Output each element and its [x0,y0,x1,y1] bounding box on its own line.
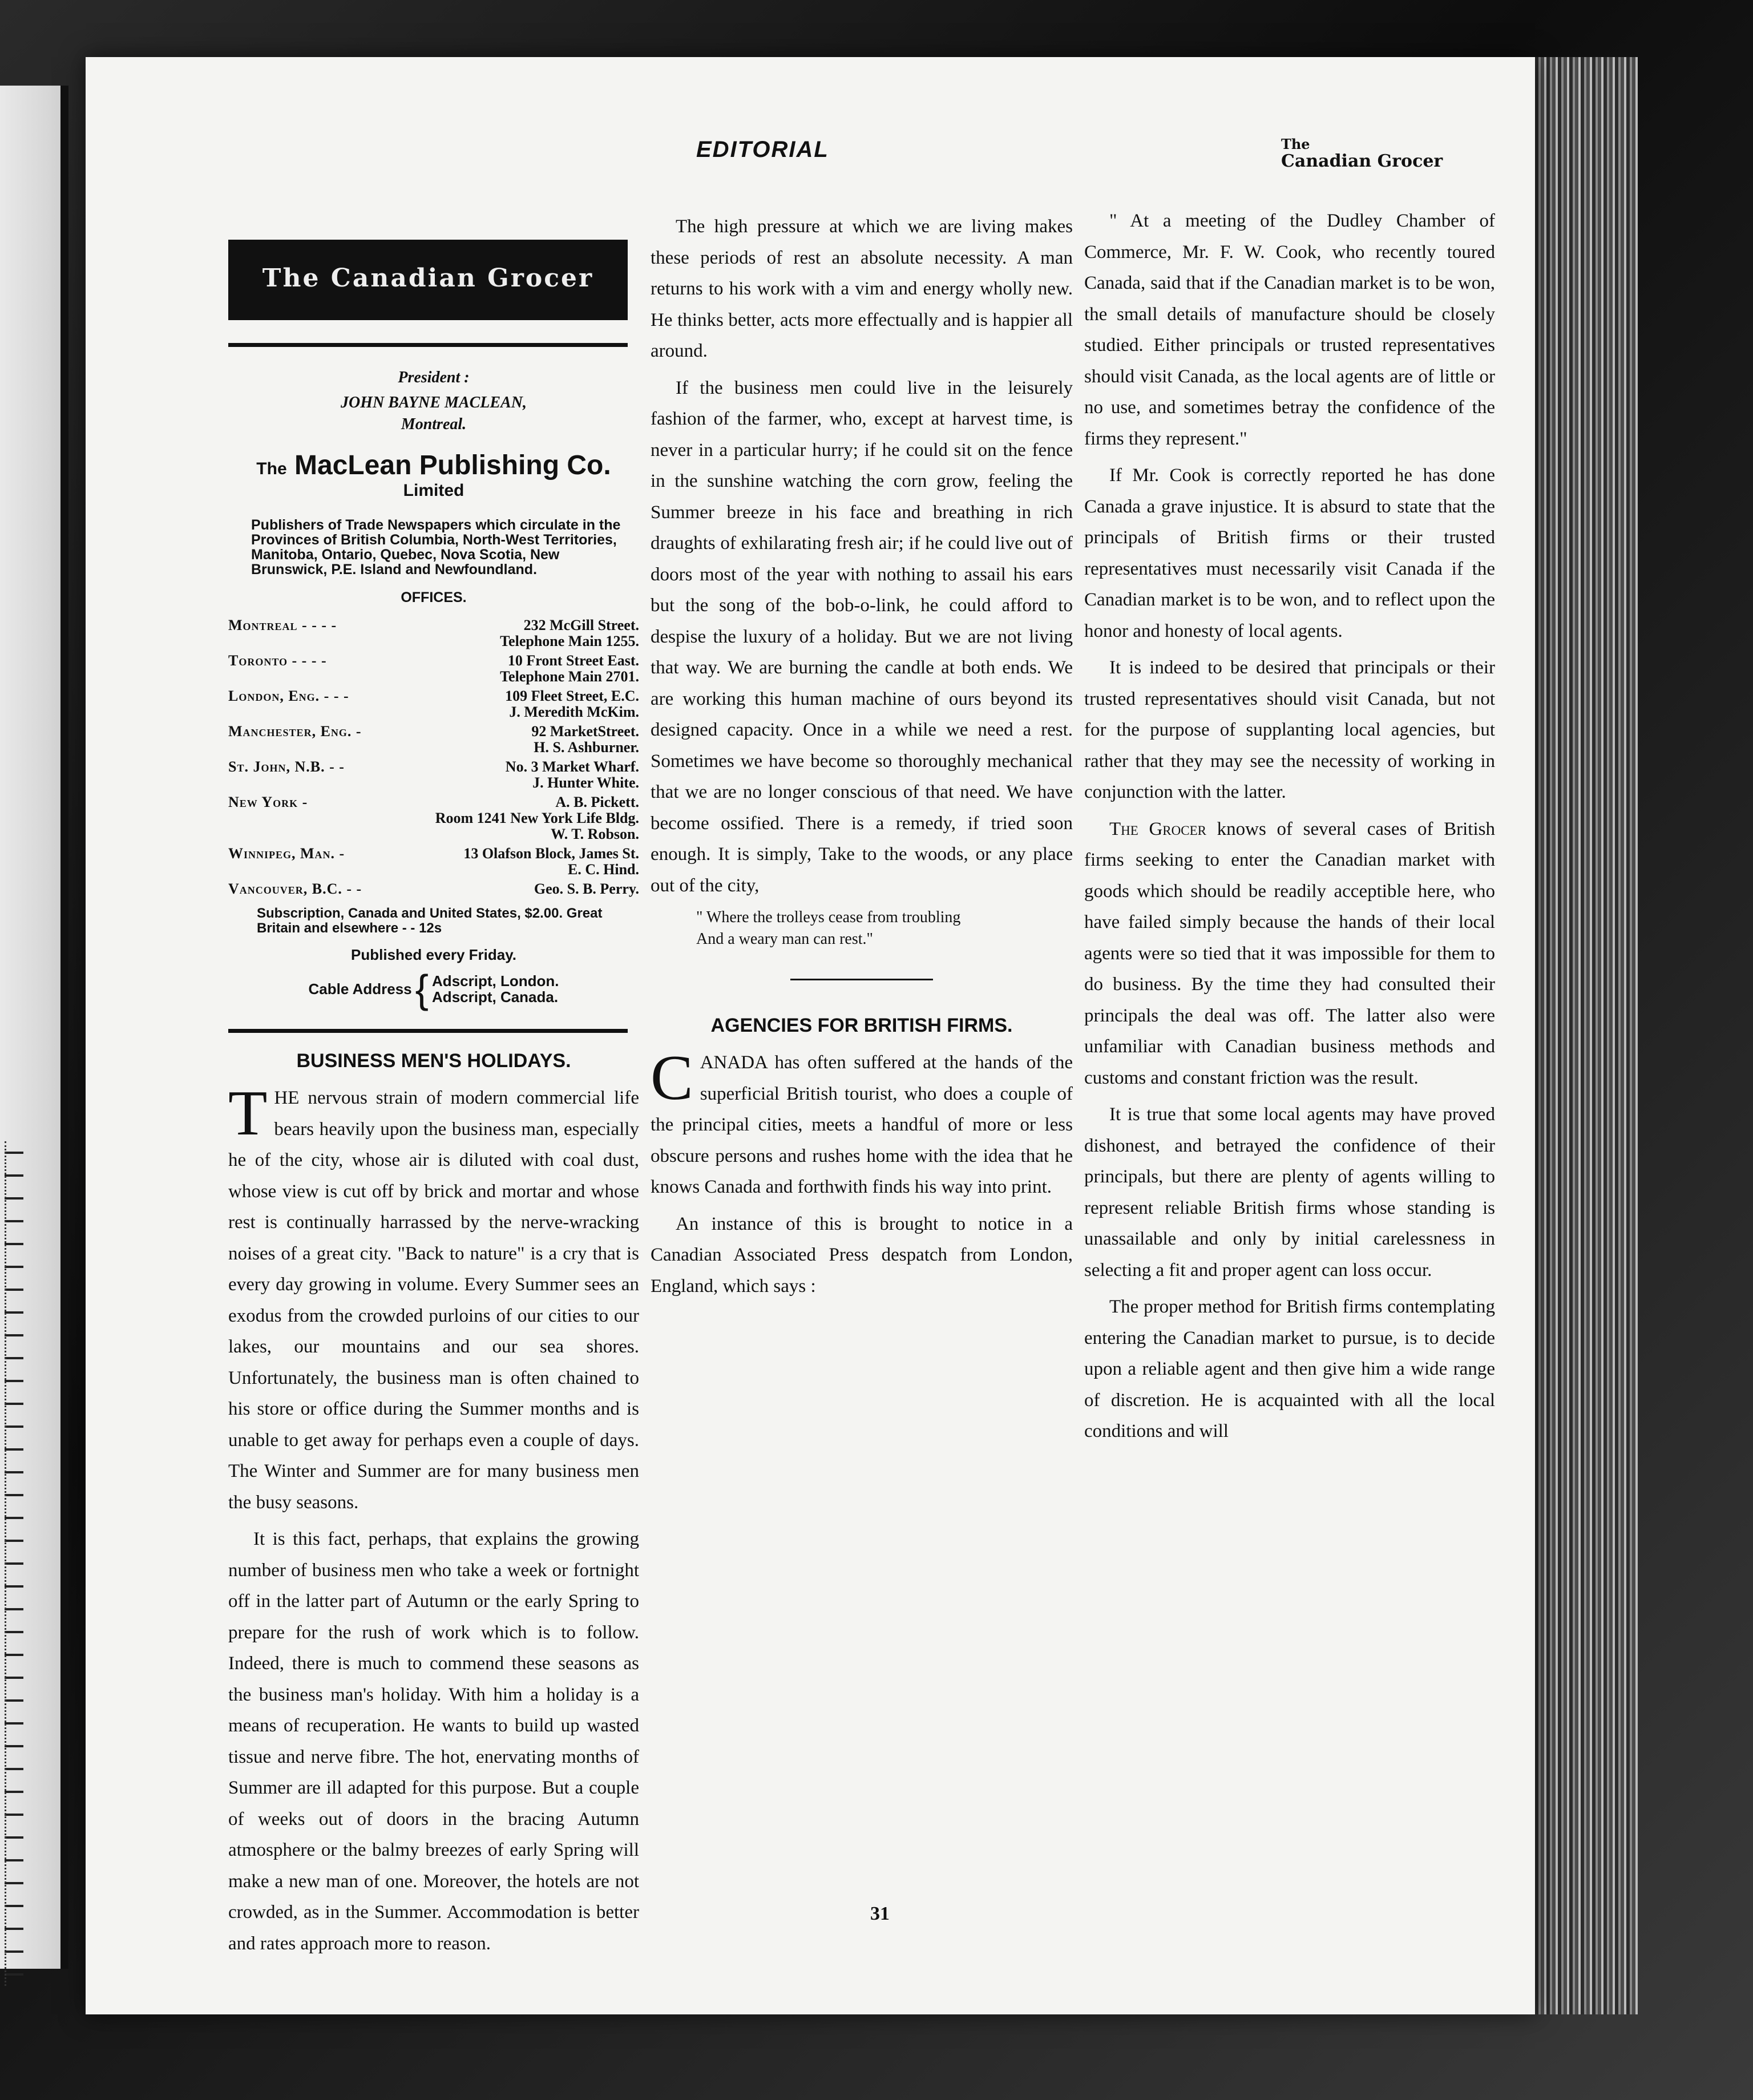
article-1-dropcap: T [228,1078,268,1149]
cable-address-2: Adscript, Canada. [432,988,559,1005]
office-row [228,724,639,756]
company-the: The [256,459,287,478]
running-title-the: The [1281,136,1310,152]
publishers-text: Publishers of Trade Newspapers which circulate in the Provinces of British Columbia, North-West Territories, Manitoba, Ontario, Quebec, Nova Scotia, New Brunswick, P.E. Island and Newfoundland. [251,517,621,578]
article-2-p5: It is indeed to be desired that principals or their trusted representatives should visit Canada, but not for the purpose of supplanting local agencies, but rather that they may see the necessity of working in conjunction with the latter. [1084,657,1495,802]
article-2-paragraph [1084,460,1495,647]
office-city: Winnipeg, Man. - [228,845,345,862]
article-1-p2: It is this fact, perhaps, that explains the growing number of business men who take a week or fortnight off in the latter part of Autumn or the early Spring to prepare for the rush of work which is to follow. Indeed, there is much to commend these seasons as the business man's holiday. With him a holiday is a means of recuperation. He wants to build up wasted tissue and nerve fibre. The hot, enervating months of Summer are ill adapted for this purpose. But a couple of weeks out of doors in the bracing Autumn atmosphere or the balmy breezes of early Spring will make a new man of one. Moreover, the hotels are not crowded, as in the Summer. Accommodation is better and rates approach more to reason. [228,1529,639,1954]
office-city: Vancouver, B.C. - - [228,881,362,897]
president-city: Montreal. [401,415,467,433]
company-limited: Limited [403,481,464,500]
article-2-paragraph [1084,205,1495,454]
office-city: St. John, N.B. - - [228,758,345,775]
office-city: New York - [228,794,308,810]
page-gutter [60,86,68,1969]
office-row [228,653,639,685]
article-2-p1: ANADA has often suffered at the hands of the superficial British tourist, who does a couple of the principal cities, meets a handful of more or less obscure persons and rushes home with the idea that he knows Canada and forthwith finds his way into print. [651,1052,1073,1197]
publication-frequency: Published every Friday. [351,946,516,963]
column-2 [651,205,1073,1302]
article-2-dropcap: C [651,1043,693,1113]
article-2-p3: " At a meeting of the Dudley Chamber of Commerce, Mr. F. W. Cook, who recently toured Canada, said that if the Canadian market is to be won, the small details of manufacture should be closely studied. Either principals or trusted representatives should visit Canada, as the local agents are of little or no use, and sometimes betray the confidence of the firms they represent." [1084,211,1495,449]
separator-rule [790,979,933,980]
article-1-p1: HE nervous strain of modern commercial life bears heavily upon the business man, especially he of the city, whose air is diluted with coal dust, whose view is cut off by brick and mortar and whose rest is continually harrassed by the nerve-wracking noises of a great city. "Back to nature" is a cry that is every day growing in volume. Every Summer sees an exodus from the crowded purloins of our cities to our lakes, our mountains and our sea shores. Unfortunately, the business man is often chained to his store or office during the Summer months and is unable to get away for perhaps even a couple of days. The Winter and Summer are for many business men the busy seasons. [228,1088,639,1513]
article-1-paragraph [651,211,1073,367]
article-2-paragraph [1084,1291,1495,1447]
article-2-p8: The proper method for British firms contemplating entering the Canadian market to pursue, is to decide upon a reliable agent and then give him a wide range of discretion. He is acquainted with all the local conditions and will [1084,1297,1495,1441]
masthead-rule [228,343,628,347]
subscription-info: Subscription, Canada and United States, $2.00. Great Britain and elsewhere - - 12s [257,906,603,936]
brace-icon: { [415,967,429,1011]
office-row [228,759,639,791]
office-address: 109 Fleet Street, E.C. J. Meredith McKim. [505,688,639,720]
cable-address-1: Adscript, London. [432,972,559,990]
article-2-p4: If Mr. Cook is correctly reported he has done Canada a grave injustice. It is absurd to state that the principals of British firms or their trusted representatives must necessarily visit Canada if the Canadian market is to be won, and to reflect upon the honor and honesty of local agents. [1084,465,1495,641]
company-name-text: MacLean Publishing Co. [294,450,611,480]
book-binding [1535,57,1638,2014]
office-address: A. B. Pickett. Room 1241 New York Life Bldg. W. T. Robson. [435,794,639,842]
running-title [1281,136,1443,170]
article-2-p7: It is true that some local agents may have proved dishonest, and betrayed the confidence of their principals, but there are plenty of agents willing to represent reliable British firms whose standing is unassailable and only by initial carelessness in selecting a fit and proper agent can loss occur. [1084,1104,1495,1281]
article-1-paragraph [651,373,1073,902]
office-row [228,617,639,649]
office-address: No. 3 Market Wharf. J. Hunter White. [505,758,639,791]
quote-line-1: " Where the trolleys cease from troubling [696,908,961,926]
office-row [228,846,639,878]
column-3 [1084,200,1495,1447]
cable-address [228,967,639,1011]
column-1 [228,234,639,1954]
office-city: Montreal - - - - [228,617,337,633]
article-2-paragraph [651,1043,1073,1203]
masthead-logo-text: The Canadian Grocer [262,264,594,293]
office-city: Manchester, Eng. - [228,723,362,740]
section-header: EDITORIAL [696,137,829,162]
office-city: Toronto - - - - [228,652,327,669]
office-row [228,881,639,897]
president-name: JOHN BAYNE MACLEAN, [341,394,527,411]
company-name [228,450,639,481]
offices-heading: OFFICES. [401,589,467,605]
article-2-p6: knows of several cases of British firms seeking to enter the Canadian market with goods which should be readily acceptible here, who have failed simply because the hands of their local agents were so tied that it was impossible for them to do business. By the time they had consulted their principals the deal was off. The latter also were unfamiliar with Canadian business methods and customs and constant friction was the result. [1084,818,1495,1088]
article-1-p3: The high pressure at which we are living makes these periods of rest an absolute necessity. A man returns to his work with a vim and energy wholly new. He thinks better, acts more effectually and is happier all around. [651,216,1073,361]
president-label: President : [398,369,470,386]
office-address: Geo. S. B. Perry. [534,881,639,897]
article-2-paragraph [1084,814,1495,1094]
article-2-p2: An instance of this is brought to notice in a Canadian Associated Press despatch from London, England, which says : [651,1213,1073,1297]
office-city: London, Eng. - - - [228,688,349,704]
poem-quote [696,907,1073,950]
office-address: 13 Olafson Block, James St. E. C. Hind. [463,845,639,878]
office-row [228,794,639,842]
cable-label: Cable Address [308,980,412,998]
office-row [228,688,639,720]
offices-list [228,617,639,897]
cable-lines [432,973,559,1005]
office-address: 10 Front Street East. Telephone Main 2701. [500,652,639,685]
running-title-name: Canadian Grocer [1281,151,1443,171]
ornament-border [5,1141,23,1986]
article-2-paragraph [1084,1099,1495,1286]
article-2-heading: AGENCIES FOR BRITISH FIRMS. [710,1015,1013,1036]
article-2-paragraph [651,1209,1073,1302]
article-1-p4: If the business men could live in the leisurely fashion of the farmer, who, except at harvest time, is never in a particular hurry; if he could sit on the fence in the sunshine watching the corn grow, feeling the Summer breeze in his face and breathing in rich draughts of exhilarating fresh air; if he could live out of doors most of the year with nothing to assail his ears but the song of the bob-o-link, he could afford to despise the luxury of a holiday. But we are not living that way. We are burning the candle at both ends. We are working this human machine of ours beyond its designed capacity. Once in a while we need a rest. Sometimes we have become so thoroughly mechanical that we are no longer conscious of that need. We have become ossified. There is a remedy, if tried soon enough. It is simply, Take to the woods, or any place out of the city, [651,377,1073,896]
page-number: 31 [870,1903,890,1924]
masthead-logo [228,240,628,320]
article-2-paragraph [1084,652,1495,808]
article-1-heading: BUSINESS MEN'S HOLIDAYS. [296,1050,571,1072]
article-1-paragraph [228,1524,639,1954]
facing-page-edge [0,86,68,1969]
section-rule [228,1029,628,1033]
office-address: 232 McGill Street. Telephone Main 1255. [500,617,639,649]
article-1-paragraph [228,1078,639,1518]
quote-line-2: And a weary man can rest." [696,930,873,948]
article-2-p6-smallcaps: The Grocer [1109,818,1206,839]
office-address: 92 MarketStreet. H. S. Ashburner. [531,723,639,756]
